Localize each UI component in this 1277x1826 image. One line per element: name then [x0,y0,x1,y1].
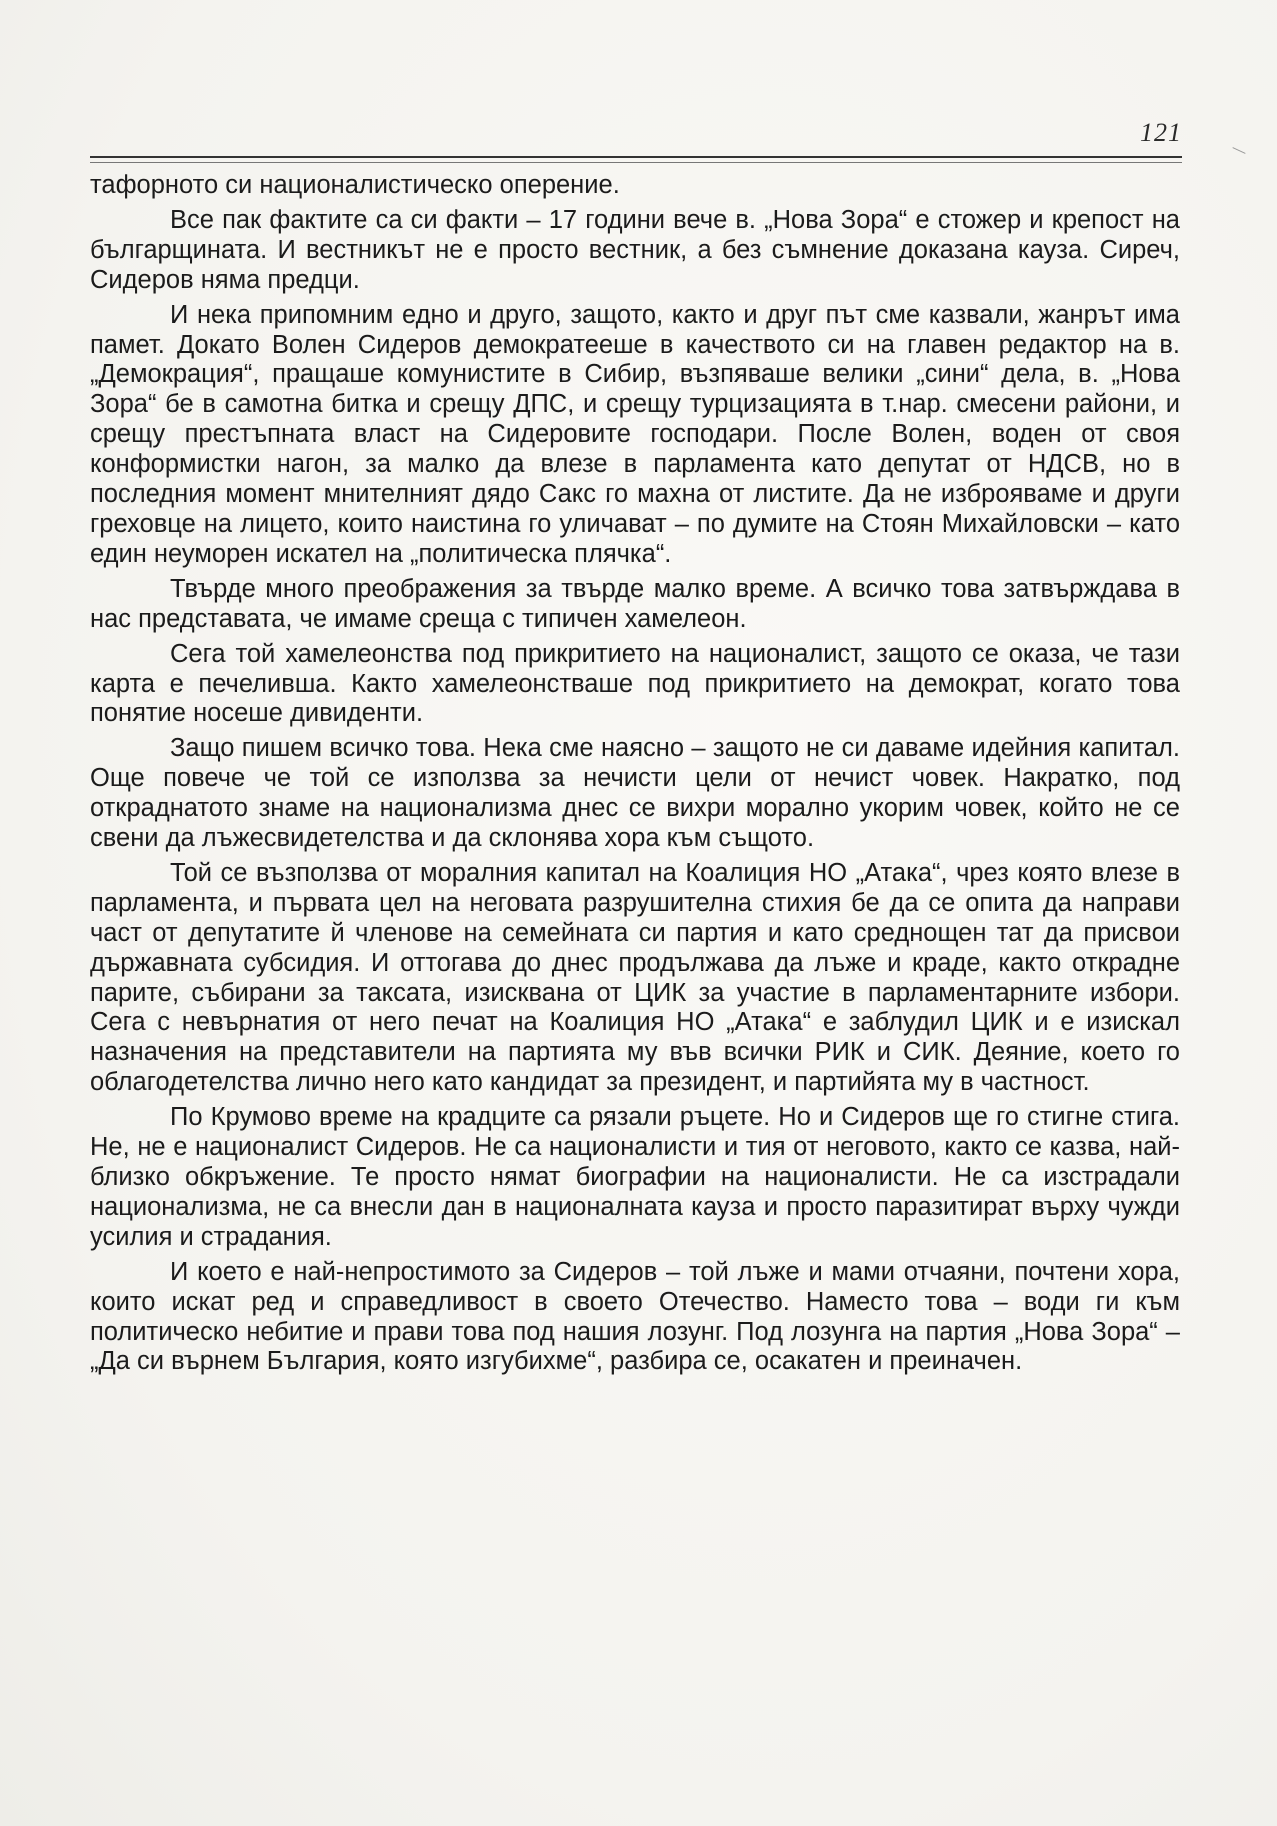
paragraph: Твърде много преображения за твърде малко време. А всичко това затвърждава в нас представата, че имаме среща с типичен хамелеон. [90,574,1180,633]
header-rule [90,156,1182,158]
paragraph: И нека припомним едно и друго, защото, както и друг път сме казвали, жанрът има памет. Докато Волен Сидеров демократееше в качеството си на главен редактор на в. „Демокрация“, пращаше комунистите в Сибир, възпяваше велики „сини“ дела, в. „Нова Зора“ бе в самотна битка и срещу ДПС, и срещу турцизацията в т.нар. смесени райони, и срещу престъпната власт на Сидеровите господари. После Волен, воден от своя конформистки нагон, за малко да влезе в парламента като депутат от НДСВ, но в последния момент мнителният дядо Сакс го махна от листите. Да не изброяваме и други греховце на лицето, които наистина го уличават – по думите на Стоян Михайловски – като един неуморен искател на „политическа плячка“. [90,300,1180,568]
body-text [90,171,1180,1377]
page-header [90,118,1182,160]
paragraph: Той се възползва от моралния капитал на Коалиция НО „Атака“, чрез която влезе в парламента, и първата цел на неговата разрушителна стихия бе да се опита да направи част от депутатите й членове на семейната си партия и като среднощен тат да присвои държавната субсидия. И оттогава до днес продължава да лъже и краде, както открадне парите, събирани за таксата, изисквана от ЦИК за участие в парламентарните избори. Сега с невърнатия от него печат на Коалиция НО „Атака“ е заблудил ЦИК и е изискал назначения на представители на партията му във всички РИК и СИК. Деяние, което го облагодетелства лично него като кандидат за президент, и партийята му в частност. [90,858,1180,1097]
page-number: 121 [1140,118,1182,147]
paragraph: По Крумово време на крадците са рязали ръцете. Но и Сидеров ще го стигне стига. Не, не е националист Сидеров. Не са националисти и тия от неговото, както се казва, най-близко обкръжение. Те просто нямат биографии на националисти. Не са изстрадали национализма, не са внесли дан в националната кауза и просто паразитират върху чужди усилия и страдания. [90,1103,1180,1251]
header-rule-secondary [90,162,1182,163]
paragraph: Сега той хамелеонства под прикритието на националист, защото се оказа, че тази карта е печеливша. Както хамелеонстваше под прикритието на демократ, когато това понятие носеше дивиденти. [90,639,1180,728]
paragraph: Все пак фактите са си факти – 17 години вече в. „Нова Зора“ е стожер и крепост на българщината. И вестникът не е просто вестник, а без съмнение доказана кауза. Сиреч, Сидеров няма предци. [90,205,1180,294]
paragraph: Защо пишем всичко това. Нека сме наясно – защото не си даваме идейния капитал. Още повече че той се използва за нечисти цели от нечист човек. Накратко, под откраднатото знаме на национализма днес се вихри морално укорим човек, който не се свени да лъжесвидетелства и да склонява хора към същото. [90,734,1180,853]
paragraph: тафорното си националистическо оперение. [90,171,620,199]
paragraph: И което е най-непростимото за Сидеров – той лъже и мами отчаяни, почтени хора, които искат ред и справедливост в своето Отечество. Наместо това – води ги към политическо небитие и прави това под нашия лозунг. Под лозунга на партия „Нова Зора“ – „Да си върнем България, която изгубихме“, разбира се, осакатен и преиначен. [90,1257,1180,1376]
corner-mark [1232,147,1245,154]
